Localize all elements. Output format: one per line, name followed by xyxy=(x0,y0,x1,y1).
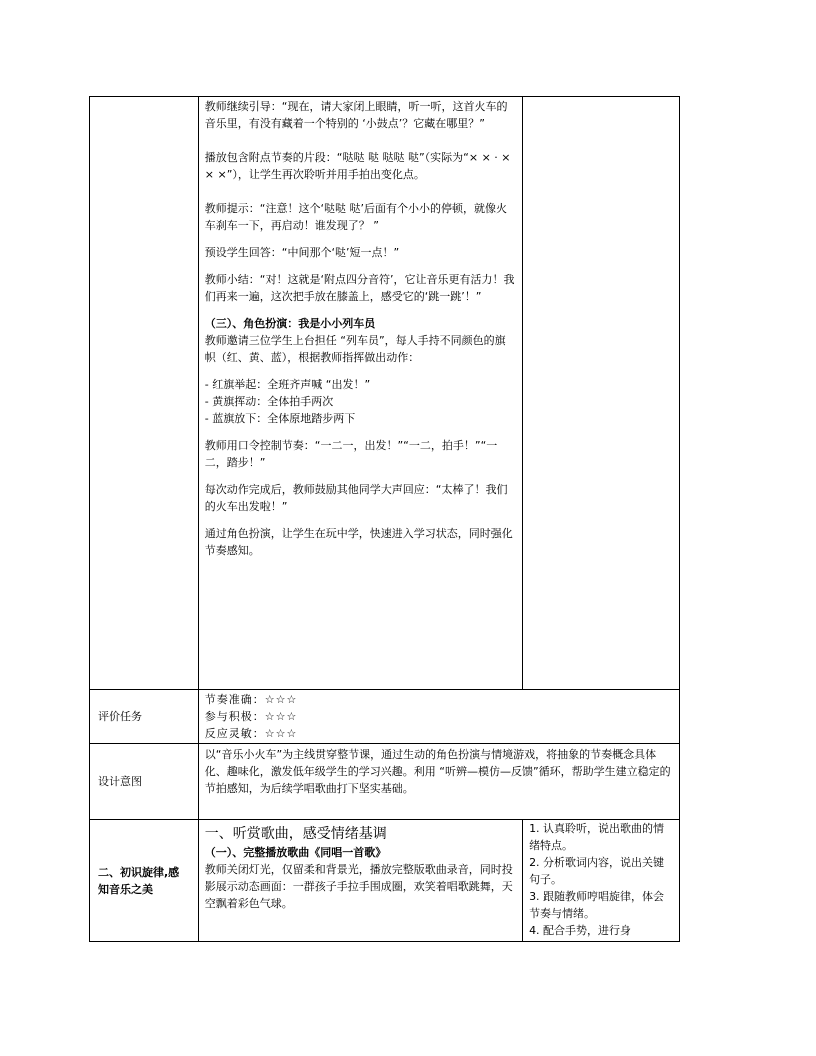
student-activity-item: 2. 分析歌词内容，说出关键句子。 xyxy=(529,856,665,886)
activity-side-cell xyxy=(523,97,680,690)
paragraph: 教师提示：“注意！这个‘哒哒 哒’后面有个小小的停顿，就像火车刹车一下，再启动！谁发现了？ ” xyxy=(204,202,507,232)
activity-row xyxy=(90,97,680,690)
list-item: - 黄旗挥动：全体拍手两次 xyxy=(204,395,334,408)
paragraph: 通过角色扮演，让学生在玩中学，快速进入学习状态，同时强化节奏感知。 xyxy=(204,527,513,557)
paragraph: 教师邀请三位学生上台担任 “列车员”，每人手持不同颜色的旗帜（红、黄、蓝），根据教师指挥做出动作： xyxy=(204,334,506,364)
student-activity-item: 4. 配合手势，进行身 xyxy=(529,924,632,937)
design-intent-text: 以“音乐小火车”为主线贯穿整节课，通过生动的角色扮演与情境游戏，将抽象的节奏概念具体化、趣味化，激发低年级学生的学习兴趣。利用 “听辨—模仿—反馈”循环，帮助学生建立稳定的节拍感知，为后续学唱歌曲打下坚实基础。 xyxy=(204,748,671,795)
section-heading: 一、听赏歌曲，感受情绪基调 xyxy=(204,826,387,842)
section-two-row xyxy=(90,820,680,942)
evaluation-item: 反应灵敏：☆☆☆ xyxy=(204,727,298,740)
paragraph: 每次动作完成后，教师鼓励其他同学大声回应：“太棒了！我们的火车出发啦！” xyxy=(204,483,508,513)
evaluation-content xyxy=(198,690,679,744)
paragraph: 教师关闭灯光，仅留柔和背景光，播放完整版歌曲录音，同时投影展示动态画面：一群孩子手拉手围成圈，欢笑着唱歌跳舞，天空飘着彩色气球。 xyxy=(204,863,513,910)
section-two-content xyxy=(198,820,522,942)
evaluation-item: 参与积极：☆☆☆ xyxy=(204,710,298,723)
evaluation-row xyxy=(90,690,680,744)
student-activity-item: 1. 认真聆听，说出歌曲的情绪特点。 xyxy=(529,822,665,852)
design-intent-row xyxy=(90,744,680,820)
section-title: （三）、角色扮演：我是小小列车员 xyxy=(204,317,376,330)
paragraph: 教师小结：“对！这就是‘附点四分音符’，它让音乐更有活力！我们再来一遍，这次把手放在膝盖上，感受它的‘跳一跳’！” xyxy=(204,273,515,303)
design-intent-content xyxy=(198,744,679,820)
activity-label-cell xyxy=(90,97,199,690)
student-activity-item: 3. 跟随教师哼唱旋律，体会节奏与情绪。 xyxy=(529,890,665,920)
paragraph: 教师继续引导：“现在，请大家闭上眼睛，听一听，这首火车的音乐里，有没有藏着一个特别的 ‘小鼓点’？它藏在哪里？” xyxy=(204,100,508,130)
paragraph: 播放包含附点节奏的片段：“哒哒 哒 哒哒 哒”（实际为“× × · × × ×”），让学生再次聆听并用手拍出变化点。 xyxy=(204,151,511,181)
activity-content-cell xyxy=(198,97,522,690)
subsection-heading: （一）、完整播放歌曲《同唱一首歌》 xyxy=(204,846,387,859)
evaluation-label: 评价任务 xyxy=(90,690,199,744)
section-two-label: 二、初识旋律,感知音乐之美 xyxy=(90,820,199,942)
paragraph: 预设学生回答：“中间那个‘哒’短一点！” xyxy=(204,246,400,259)
paragraph: 教师用口令控制节奏：“一二一，出发！”“一二，拍手！”“一二，踏步！” xyxy=(204,439,498,469)
student-activity-cell xyxy=(523,820,680,942)
list-item: - 红旗举起：全班齐声喊 “出发！” xyxy=(204,378,371,391)
list-item: - 蓝旗放下：全体原地踏步两下 xyxy=(204,412,356,425)
design-intent-label: 设计意图 xyxy=(90,744,199,820)
evaluation-item: 节奏准确：☆☆☆ xyxy=(204,693,298,706)
lesson-plan-table xyxy=(89,96,680,942)
